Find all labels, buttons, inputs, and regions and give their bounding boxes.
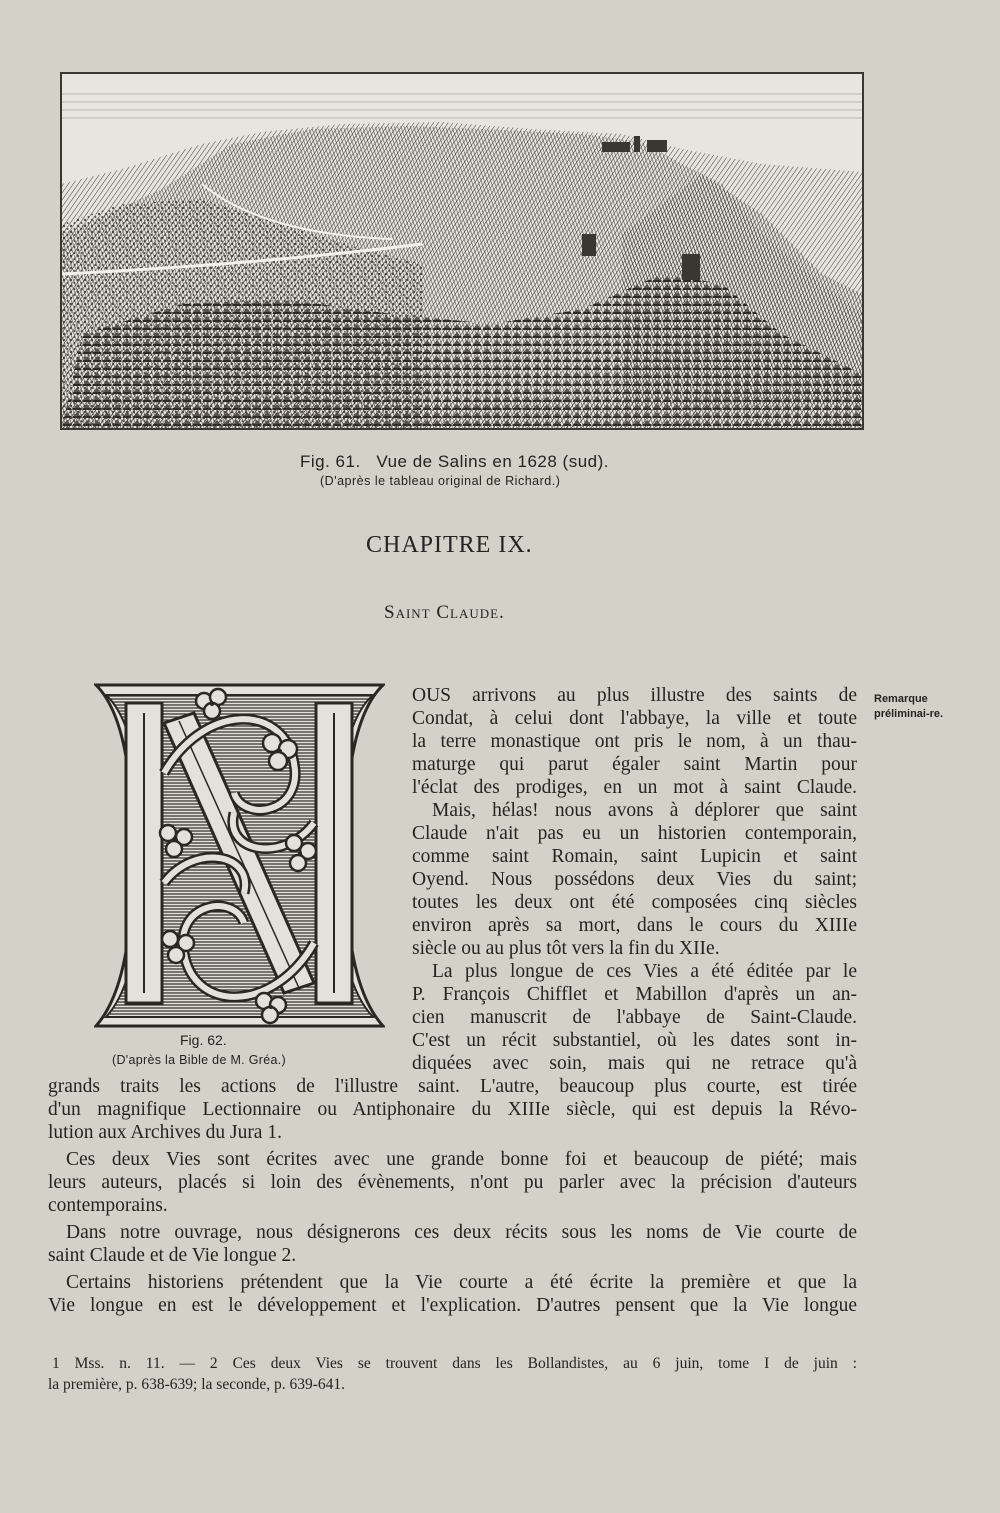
body-line: P. François Chifflet et Mabillon d'après un an-: [412, 984, 857, 1005]
margin-note-text: Remarque préliminai-re.: [874, 693, 944, 720]
body-line: Mais, hélas! nous avons à déplorer que saint: [432, 800, 857, 821]
body-line: siècle ou au plus tôt vers la fin du XIIe.: [412, 938, 720, 959]
body-line: OUS arrivons au plus illustre des saints de: [412, 685, 857, 706]
body-line: lution aux Archives du Jura 1.: [48, 1122, 282, 1143]
chapter-subtitle: Saint Claude.: [384, 602, 505, 623]
body-line: l'éclat des prodiges, en un mot à saint Claude.: [412, 777, 857, 798]
body-line: comme saint Romain, saint Lupicin et saint: [412, 846, 857, 867]
footnote-line: 1 Mss. n. 11. — 2 Ces deux Vies se trouvent dans les Bollandistes, au 6 juin, tome I de juin :: [52, 1355, 857, 1372]
body-line: diquées avec soin, mais qui ne retrace qu'à: [412, 1053, 857, 1074]
chapter-title: CHAPITRE IX.: [366, 532, 533, 558]
body-line: toutes les deux ont été composées cinq siècles: [412, 892, 857, 913]
body-line: saint Claude et de Vie longue 2.: [48, 1245, 297, 1266]
body-line: contemporains.: [48, 1195, 168, 1216]
figure-62-initial: [94, 683, 385, 1028]
figure-61-source: (D'après le tableau original de Richard.): [320, 474, 561, 488]
body-line: cien manuscrit de l'abbaye de Saint-Claude.: [412, 1007, 857, 1028]
figure-61-engraving: [60, 72, 864, 430]
body-line: leurs auteurs, placés si loin des évènements, n'ont pu parler avec la précision d'auteurs: [48, 1172, 857, 1193]
body-line: Certains historiens prétendent que la Vie courte a été écrite la première et que la: [66, 1272, 857, 1293]
figure-61-caption: Fig. 61. Vue de Salins en 1628 (sud).: [300, 452, 609, 471]
body-line: environ après sa mort, dans le cours du XIIIe: [412, 915, 857, 936]
body-line: Vie longue en est le développement et l'explication. D'autres pensent que la Vie longue: [48, 1295, 857, 1316]
body-line: maturge qui parut égaler saint Martin pour: [412, 754, 857, 775]
body-line: grands traits les actions de l'illustre saint. L'autre, beaucoup plus courte, est tirée: [48, 1076, 857, 1097]
figure-62-source: (D'après la Bible de M. Gréa.): [112, 1053, 286, 1067]
body-line: C'est un récit substantiel, où les dates sont in-: [412, 1030, 857, 1051]
body-line: Claude n'ait pas eu un historien contemporain,: [412, 823, 857, 844]
margin-note: [874, 692, 974, 722]
body-line: Condat, à celui dont l'abbaye, la ville et toute: [412, 708, 857, 729]
body-line: d'un magnifique Lectionnaire ou Antiphonaire du XIIIe siècle, qui est depuis la Révo-: [48, 1099, 857, 1120]
body-line: Dans notre ouvrage, nous désignerons ces deux récits sous les noms de Vie courte de: [66, 1222, 857, 1243]
figure-62-caption: Fig. 62.: [180, 1032, 227, 1048]
body-line: Ces deux Vies sont écrites avec une grande bonne foi et beaucoup de piété; mais: [66, 1149, 857, 1170]
body-line: Oyend. Nous possédons deux Vies du saint;: [412, 869, 857, 890]
body-line: la terre monastique ont pris le nom, à un thau-: [412, 731, 857, 752]
footnote-line: la première, p. 638-639; la seconde, p. 639-641.: [48, 1376, 345, 1393]
body-line: La plus longue de ces Vies a été éditée par le: [432, 961, 857, 982]
